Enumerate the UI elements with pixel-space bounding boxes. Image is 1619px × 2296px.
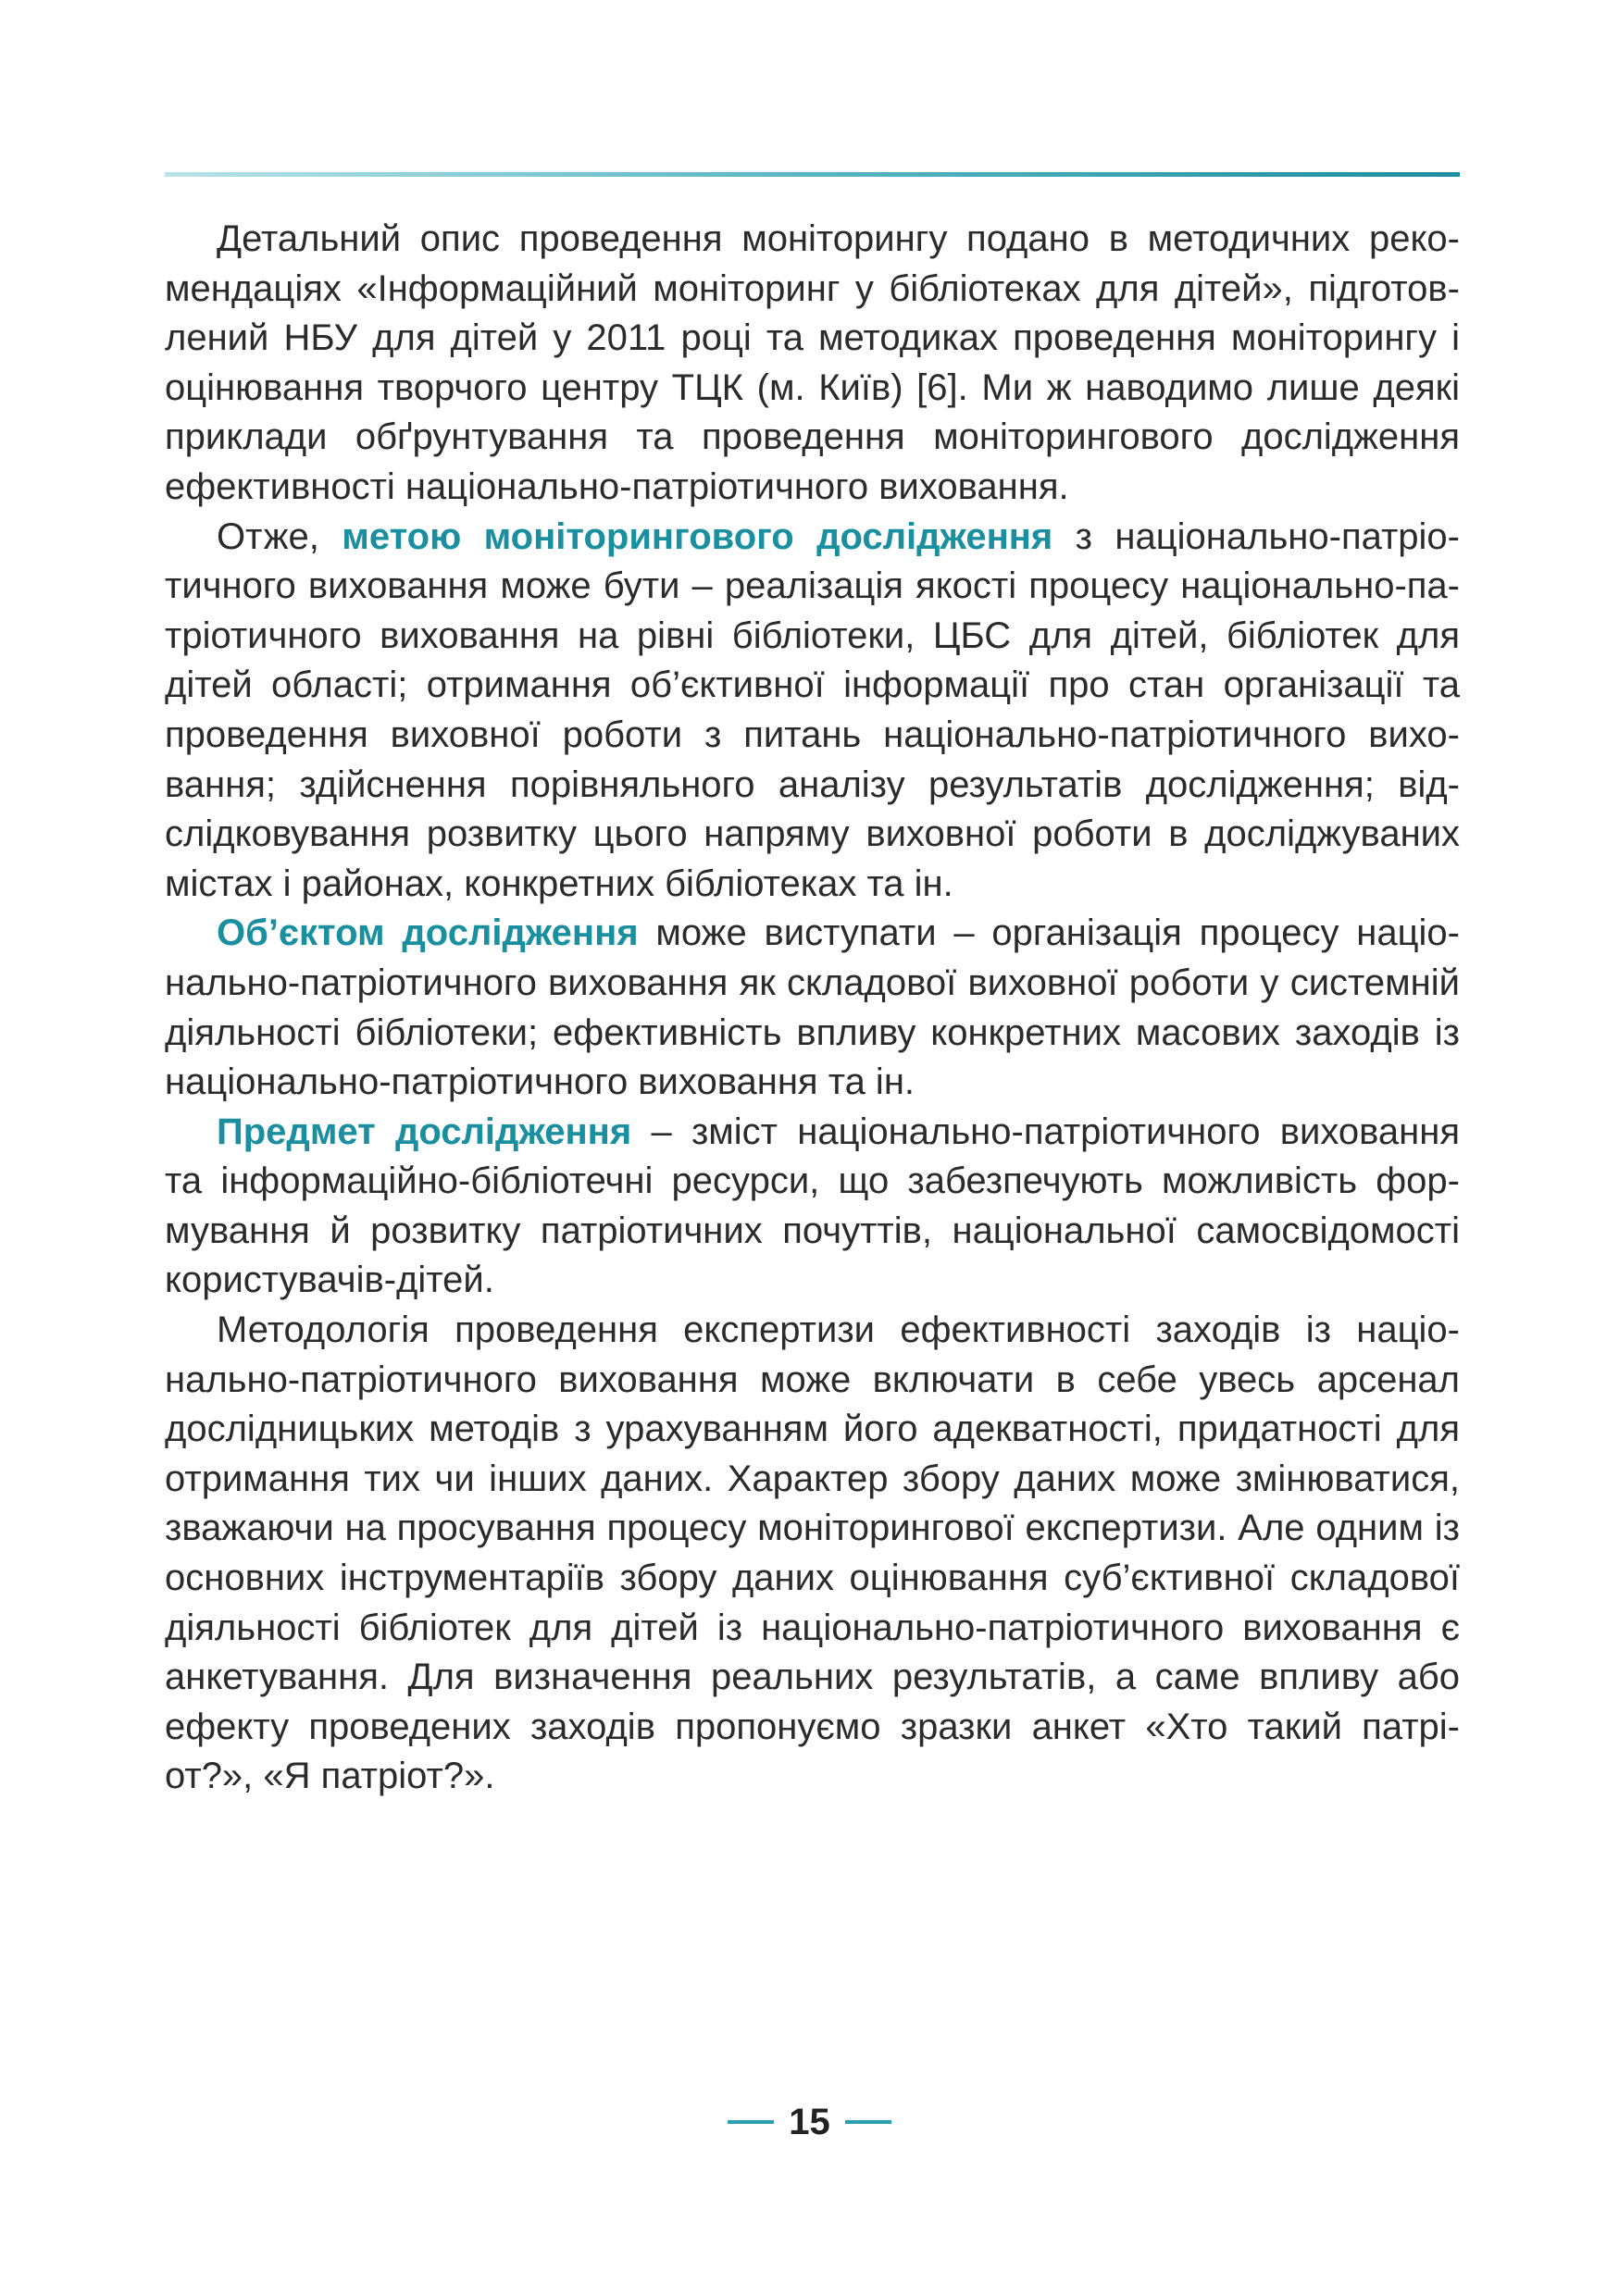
page-body (165, 215, 1460, 1802)
paragraph-text: з національно-патріотичного виховання може бути – реалізація якості процесу національно-патріотичного виховання на рівні бібліотеки, ЦБС для дітей, бібліотек для дітей області; отримання об’єктивної інформації про стан організації та проведення виховної роботи з питань національно-патріотичного виховання; здійснення порівняльного аналізу результатів дослідження; відслідковування розвитку цього напряму виховної роботи в досліджуваних містах і районах, конкретних бібліотеках та ін. (165, 515, 1460, 904)
paragraph-text: Отже, (217, 515, 342, 557)
term-research-subject: Предмет дослідження (217, 1111, 632, 1152)
paragraph-text: Детальний опис проведення моніторингу подано в методичних рекомендаціях «Інформаційний моніторинг у бібліотеках для дітей», підготовлений НБУ для дітей у 2011 році та методиках проведення моніторингу і оцінювання творчого центру ТЦК (м. Київ) [6]. Ми ж наводимо лише деякі приклади обґрунтування та проведення моніторингового дослідження ефективності національно-патріотичного виховання. (165, 218, 1460, 507)
term-research-object: Об’єктом дослідження (217, 912, 639, 954)
paragraph-text: Методологія проведення експертизи ефективності заходів із національно-патріотичного виховання може включати в себе увесь арсенал дослідницьких методів з урахуванням його адекватності, придатності для отримання тих чи інших даних. Характер збору даних може змінюватися, зважаючи на просування процесу моніторингової експертизи. Але одним із основних інструментаріїв збору даних оцінювання суб’єктивної складової діяльності бібліотек для дітей із національно-патріотичного виховання є анкетування. Для визначення реальних результатів, а саме впливу або ефекту проведених заходів пропонуємо зразки анкет «Хто такий патріот?», «Я патріот?». (165, 1309, 1460, 1797)
paragraph-monitoring-goal (165, 513, 1460, 910)
page-footer (0, 2099, 1619, 2145)
paragraph-monitoring-description (165, 215, 1460, 513)
paragraph-methodology (165, 1306, 1460, 1802)
footer-dash-right (845, 2120, 891, 2124)
page-number: 15 (789, 2101, 830, 2142)
paragraph-text: може виступати – організація процесу національно-патріотичного виховання як складової виховної роботи у системній діяльності бібліотеки; ефективність впливу конкретних масових заходів із національно-патріотичного виховання та ін. (165, 912, 1460, 1103)
paragraph-research-object (165, 909, 1460, 1107)
paragraph-text: – зміст національно-патріотичного виховання та інформаційно-бібліотечні ресурси, що забезпечують можливість формування й розвитку патріотичних почуттів, національної самосвідомості користувачів-дітей. (165, 1111, 1461, 1301)
paragraph-research-subject (165, 1108, 1460, 1306)
term-monitoring-goal: метою моніторингового дослідження (342, 515, 1053, 557)
header-rule (165, 172, 1460, 177)
footer-dash-left (728, 2120, 774, 2124)
